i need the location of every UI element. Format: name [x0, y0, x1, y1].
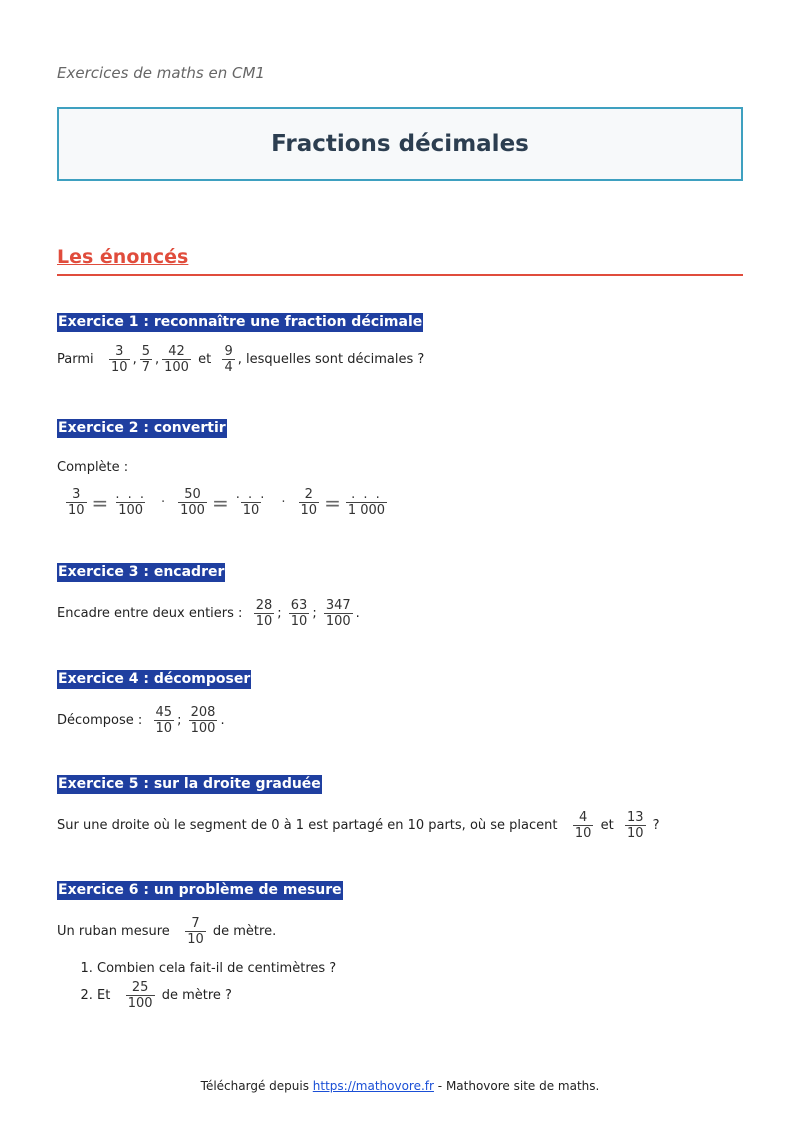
fraction: $\frac{3}{10}$ [68, 487, 85, 518]
fraction: $\frac{9}{4}$ [224, 344, 233, 375]
fraction: $\frac{25}{100}$ [127, 980, 153, 1011]
exercise-1-title: Exercice 1 : reconnaître une fraction décimale [58, 314, 423, 330]
separator: · [160, 495, 166, 510]
text: , lesquelles sont décimales ? [237, 352, 425, 367]
text: Encadre entre deux entiers : [57, 606, 243, 621]
footer-link[interactable]: https://mathovore.fr [312, 1079, 434, 1093]
equals-sign: = [324, 490, 341, 515]
exercise-3 [57, 563, 743, 629]
exercise-3-title: Exercice 3 : encadrer [58, 564, 225, 580]
text: , [132, 352, 137, 367]
fraction: $\frac{3}{10}$ [111, 344, 128, 375]
fraction: $\frac{208}{100}$ [190, 705, 216, 736]
exercise-2-equations [57, 487, 743, 518]
text: Parmi [57, 352, 94, 367]
exercise-6 [57, 881, 743, 1015]
fraction: $\frac{63}{10}$ [290, 598, 308, 629]
text: de mètre. [212, 924, 277, 939]
fraction: $\frac{2}{10}$ [300, 487, 318, 518]
exercise-1-statement [57, 344, 743, 375]
fraction: $\frac{50}{100}$ [180, 487, 205, 518]
page-title: Fractions décimales [271, 131, 529, 157]
text: ? [652, 818, 660, 833]
fraction: $\frac{7}{10}$ [187, 916, 204, 947]
exercise-4 [57, 670, 743, 736]
footer-text: - Mathovore site de maths. [437, 1079, 600, 1093]
fraction: $\frac{42}{100}$ [164, 344, 189, 375]
exercise-4-title: Exercice 4 : décomposer [58, 671, 251, 687]
fraction: $\frac{45}{10}$ [155, 705, 173, 736]
exercise-5 [57, 775, 743, 841]
text: et [600, 818, 614, 833]
fraction-blank: $\frac{. . .}{1 000}$ [347, 487, 386, 518]
fraction: $\frac{5}{7}$ [141, 344, 150, 375]
footer-text: Téléchargé depuis [200, 1079, 309, 1093]
equals-sign: = [211, 490, 229, 515]
section-title: Les énoncés [57, 246, 743, 276]
fraction: $\frac{347}{100}$ [325, 598, 351, 629]
document-subtitle: Exercices de maths en CM1 [57, 64, 265, 82]
text: ; [312, 606, 317, 621]
exercise-5-title: Exercice 5 : sur la droite graduée [58, 776, 321, 792]
text: Complète : [57, 460, 129, 475]
fraction: $\frac{4}{10}$ [574, 810, 592, 841]
exercise-4-statement [57, 705, 743, 736]
text: . [220, 713, 225, 728]
text: Décompose : [57, 713, 143, 728]
fraction: $\frac{13}{10}$ [626, 810, 644, 841]
fraction-blank: $\frac{. . .}{10}$ [235, 487, 267, 518]
text: et [198, 352, 212, 367]
text: , [155, 352, 160, 367]
text: ; [177, 713, 182, 728]
exercise-6-title: Exercice 6 : un problème de mesure [58, 882, 342, 898]
text: ; [277, 606, 282, 621]
exercise-6-questions [57, 961, 743, 1011]
text: Sur une droite où le segment de 0 à 1 est partagé en 10 parts, où se placent [57, 818, 558, 833]
title-box [57, 107, 743, 181]
fraction-blank: $\frac{. . .}{100}$ [115, 487, 146, 518]
fraction: $\frac{28}{10}$ [255, 598, 273, 629]
exercise-1 [57, 313, 743, 375]
list-item: 2. Et $\frac{25}{100}$ de mètre ? [97, 980, 743, 1011]
separator: · [281, 495, 286, 510]
text: . [355, 606, 360, 621]
text: Un ruban mesure [57, 924, 170, 939]
page-footer [0, 1079, 800, 1093]
exercise-5-statement [57, 810, 743, 841]
list-item: 1. Combien cela fait-il de centimètres ? [97, 961, 743, 976]
exercise-2-title: Exercice 2 : convertir [58, 420, 226, 436]
exercise-3-statement [57, 598, 743, 629]
exercise-2-instruction [57, 460, 743, 475]
exercise-2 [57, 419, 743, 518]
equals-sign: = [91, 490, 109, 515]
exercise-6-statement [57, 916, 743, 947]
